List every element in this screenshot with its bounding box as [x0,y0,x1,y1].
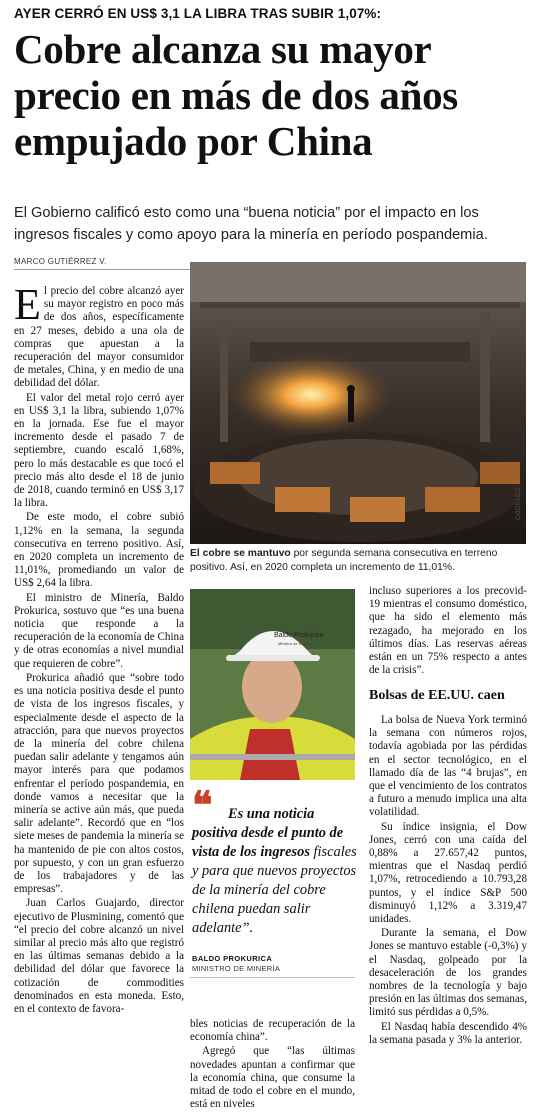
paragraph: El precio del cobre alcanzó ayer su mayor registro en poco más de dos años, específicamente en 27 meses, debido a una ola de compras que apuestan a la recuperación del mayor consumidor de metales, China, y en medio de una debilidad del dólar. [14,280,184,390]
byline: MARCO GUTIÉRREZ V. [14,257,107,266]
paragraph: Juan Carlos Guajardo, director ejecutivo de Plusmining, comentó que “el precio del cobre alcanzó un nivel similar al precio más alto que registró en las últimas semanas debido a la debilidad del dólar que favorece la cotización de commodities denominados en esta moneda. Esto, en el contexto de favora- [14,897,184,1015]
paragraph: Durante la semana, el Dow Jones se mantuvo estable (-0,3%) y el Nasdaq, golpeado por la desaceleración de los grandes nombres de la tecnología y bajo presión en las últimas dos semanas, limitó sus pérdidas a 0,5%. [369,927,527,1019]
paragraph: Agregó que “las últimas novedades apuntan a confirmar que la economía china, que consume la mitad de todo el cobre en el mundo, está en niveles [190,1045,355,1111]
drop-cap: E [14,280,41,329]
subhead: Bolsas de EE.UU. caen [369,688,505,703]
helmet-sublabel: Ministro de Minería [278,641,313,646]
helmet-label: Baldo Prokurica [274,632,324,639]
kicker: AYER CERRÓ EN US$ 3,1 LA LIBRA TRAS SUBIR 1,07%: [14,6,382,21]
photo-credit: CODELCO [516,486,522,520]
minister-portrait [190,589,355,780]
pull-quote: Es una noticia positiva desde el punto de vista de los ingresos fiscales y para que nuevos proyectos de la minería del cobre chilena puedan salir adelante”. [192,806,357,936]
smelter-photo [190,262,526,544]
paragraph: Prokurica añadió que “sobre todo es una noticia positiva desde el punto de vista de los ingresos fiscales, y especialmente desde el aspecto de la atracción, para que nuevos proyectos de la minería del cobre chilena puedan salir adelante y tengamos aún mayor interés para que podamos enfrentar el período pospandemia, en donde vamos a necesitar que la minería se active aún más, que pueda salir adelante”. Recordó que en “los siete meses de pandemia la minería se ha mantenido de pie con altos costos, por supuesto, y con un gran esfuerzo de los trabajadores y de las empresas”. [14,671,184,896]
paragraph: bles noticias de recuperación de la economía china”. [190,1018,355,1044]
paragraph: De este modo, el cobre subió 1,12% en la semana, la segunda consecutiva en terreno positivo. Así, en 2020 completa un incremento de 11,01%, promediando un valor de US$ 2,64 la libra. [14,511,184,590]
headline: Cobre alcanza su mayor precio en más de dos años empujado por China [14,26,458,164]
smelter-image [190,262,526,544]
article-column-3-top: incluso superiores a los precovid-19 mientras el consumo doméstico, que ha sido el elemento más rezagado, ha mejorado en los últimos días. Las reservas aéreas están en un 75% respecto a antes de la crisis”. [369,585,527,677]
paragraph: La bolsa de Nueva York terminó la semana con números rojos, todavía agobiada por las pérdidas en el sector tecnológico, en el llamado día de las “4 brujas”, en que el vencimiento de los contratos a futuro a menudo implica una alta volatilidad. [369,714,527,819]
quote-attribution-title: MINISTRO DE MINERÍA [192,964,281,973]
quote-mark-icon: ❝ [192,785,213,827]
paragraph: El valor del metal rojo cerró ayer en US$ 3,1 la libra, subiendo 1,07% en la jornada. Ese fue el mayor incremento desde el pasado 7 de septiembre, cuando escaló 1,68%, pero lo más destacable es que tocó el precio más alto desde el 18 de junio de 2018, cuando terminó en US$ 3,17 la libra. [14,391,184,510]
article-column-1 [14,280,184,1017]
photo-caption: El cobre se mantuvo por segunda semana consecutiva en terreno positivo. Así, en 2020 completa un incremento de 11,01%. [190,548,498,573]
deck: El Gobierno calificó esto como una “buena noticia” por el impacto en los ingresos fiscales y como apoyo para la minería en período pospandemia. [14,205,488,243]
paragraph: El ministro de Minería, Baldo Prokurica, sostuvo que “es una buena noticia que responde a la recuperación de la economía de China y de otras economías a nivel mundial que requieren de cobre”. [14,591,184,670]
quote-rule [190,977,355,978]
quote-attribution-name: BALDO PROKURICA [192,954,273,963]
paragraph: El Nasdaq había descendido 4% la semana pasada y 3% la anterior. [369,1020,527,1046]
article-column-3 [369,714,527,1048]
paragraph: Su índice insignia, el Dow Jones, cerró con una caída del 0,88% a 27.657,42 puntos, mientras que el Nasdaq perdió 1,07%, retrocediendo a 10.793,28 puntos, y el índice S&P 500 disminuyó 1,12% a 3.319,47 unidades. [369,820,527,926]
article-column-2 [190,1018,355,1112]
portrait-photo [190,589,355,780]
